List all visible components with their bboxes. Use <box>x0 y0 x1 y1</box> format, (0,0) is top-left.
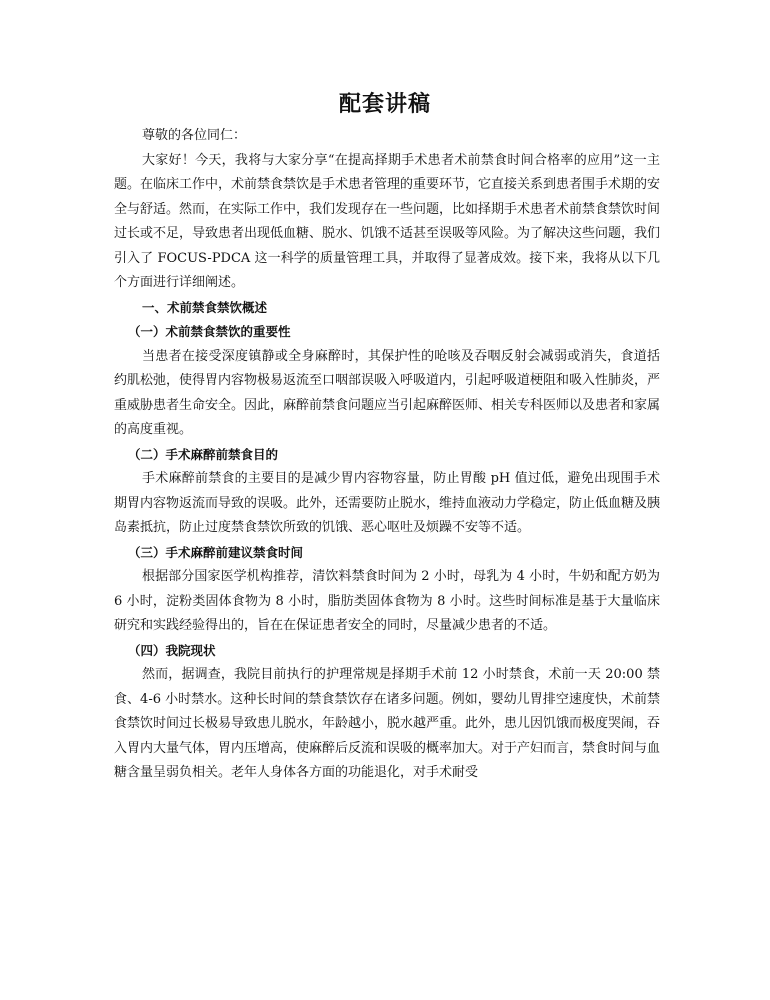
paragraph-recommended-time: 根据部分国家医学机构推荐，清饮料禁食时间为 2 小时，母乳为 4 小时，牛奶和配方奶为 6 小时，淀粉类固体食物为 8 小时，脂肪类固体食物为 8 小时。这些时间标准是基于大量临床研究和实践经验得出的，旨在在保证患者安全的同时，尽量减少患者的不适。 <box>114 569 660 633</box>
salutation: 尊敬的各位同仁： <box>142 128 247 143</box>
section-heading-overview: 一、术前禁食禁饮概述 <box>142 299 268 315</box>
paragraph-importance: 当患者在接受深度镇静或全身麻醉时，其保护性的呛咳及吞咽反射会减弱或消失，食道括约肌松弛，使得胃内容物极易返流至口咽部误吸入呼吸道内，引起呼吸道梗阻和吸入性肺炎，严重威胁患者生命安全。因此，麻醉前禁食问题应当引起麻醉医师、相关专科医师以及患者和家属的高度重视。 <box>114 348 661 437</box>
intro-paragraph: 大家好！今天，我将与大家分享“在提高择期手术患者术前禁食时间合格率的应用”这一主题。在临床工作中，术前禁食禁饮是手术患者管理的重要环节，它直接关系到患者围手术期的安全与舒适。然而，在实际工作中，我们发现存在一些问题，比如择期手术患者术前禁食禁饮时间过长或不足，导致患者出现低血糖、脱水、饥饿不适甚至误吸等风险。为了解决这些问题，我们引入了 FOCUS-PDCA 这一科学的质量管理工具，并取得了显著成效。接下来，我将从以下几个方面进行详细阐述。 <box>114 152 661 290</box>
document-body <box>114 124 660 786</box>
subsection-heading-recommended-time: （三）手术麻醉前建议禁食时间 <box>128 544 304 560</box>
paragraph-current-status: 然而，据调查，我院目前执行的护理常规是择期手术前 12 小时禁食，术前一天 20:00 禁食、4-6 小时禁水。这种长时间的禁食禁饮存在诸多问题。例如，婴幼儿胃排空速度快，术前禁食禁饮时间过长极易导致患儿脱水，年龄越小，脱水越严重。此外，患儿因饥饿而极度哭闹，吞入胃内大量气体，胃内压增高，使麻醉后反流和误吸的概率加大。对于产妇而言，禁食时间与血糖含量呈弱负相关。老年人身体各方面的功能退化，对手术耐受 <box>114 667 661 780</box>
page-title: 配套讲稿 <box>338 91 431 117</box>
paragraph-purpose: 手术麻醉前禁食的主要目的是减少胃内容物容量，防止胃酸 pH 值过低，避免出现围手术期胃内容物返流而导致的误吸。此外，还需要防止脱水，维持血液动力学稳定，防止低血糖及胰岛素抵抗，防止过度禁食禁饮所致的饥饿、恶心呕吐及烦躁不安等不适。 <box>114 471 661 535</box>
subsection-heading-current-status: （四）我院现状 <box>128 642 216 658</box>
subsection-heading-importance: （一）术前禁食禁饮的重要性 <box>128 324 291 339</box>
subsection-heading-purpose: （二）手术麻醉前禁食目的 <box>128 446 279 462</box>
